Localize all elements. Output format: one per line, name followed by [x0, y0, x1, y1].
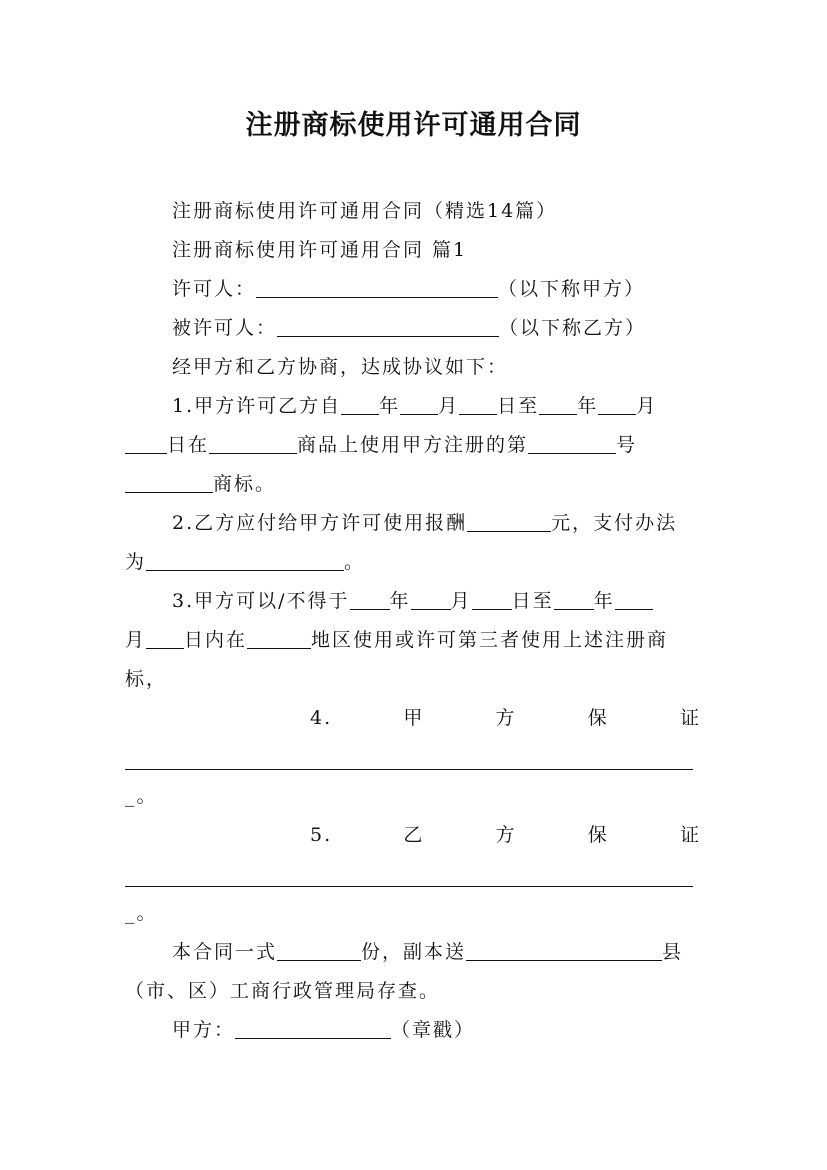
copies-line2: （市、区）工商行政管理局存查。 — [125, 980, 441, 1002]
text: 元，支付办法 — [551, 512, 678, 534]
text: 月 — [125, 629, 147, 651]
party-a-seal: （章戳） — [391, 1019, 476, 1041]
text: 年 — [593, 590, 615, 612]
text: 日至 — [497, 395, 540, 417]
clause3-prefix: 3.甲方可以/不得于 — [172, 590, 350, 612]
document-subtitle: 注册商标使用许可通用合同（精选14篇） — [172, 200, 558, 222]
blank — [615, 590, 653, 610]
blank — [146, 551, 344, 571]
blank — [467, 512, 551, 532]
clause4-line1 — [310, 706, 701, 730]
text: 保 — [587, 707, 609, 729]
clause4-blank-line — [125, 745, 693, 770]
document-title: 注册商标使用许可通用合同 — [245, 110, 582, 141]
agreement-intro: 经甲方和乙方协商，达成协议如下： — [172, 356, 509, 378]
text: 5. — [310, 824, 333, 846]
blank — [528, 434, 616, 454]
text: 4. — [310, 707, 333, 729]
text: 月 — [438, 395, 460, 417]
party-a-label: 甲方： — [172, 1019, 236, 1041]
blank — [125, 473, 213, 493]
blank — [539, 395, 577, 415]
text: 商品上使用甲方注册的第 — [297, 434, 529, 456]
clause3-line3: 标， — [125, 668, 168, 690]
party-a-line — [172, 1018, 701, 1042]
blank — [277, 941, 361, 961]
blank — [554, 590, 594, 610]
text: 甲 — [403, 707, 425, 729]
blank — [466, 941, 662, 961]
licensee-blank — [277, 317, 499, 337]
text: 证 — [679, 824, 701, 846]
text: 月 — [450, 590, 472, 612]
text: 年 — [577, 395, 599, 417]
blank — [247, 629, 311, 649]
text: 日至 — [511, 590, 554, 612]
section-heading: 注册商标使用许可通用合同 篇1 — [172, 239, 468, 261]
blank — [598, 395, 636, 415]
text: 为 — [125, 551, 147, 573]
text: 份，副本送 — [361, 941, 467, 963]
blank — [146, 629, 184, 649]
party-a-blank — [235, 1019, 391, 1039]
clause2-line2 — [125, 550, 701, 574]
clause4-spread — [310, 706, 701, 730]
clause3-line2 — [125, 628, 701, 652]
clause1-line3 — [125, 472, 701, 496]
licensor-line — [172, 277, 701, 301]
text: 。 — [344, 551, 366, 573]
text: 商标。 — [213, 473, 277, 495]
blank — [459, 395, 497, 415]
text: 县 — [662, 941, 684, 963]
blank — [209, 434, 297, 454]
text: 乙 — [403, 824, 425, 846]
blank — [411, 590, 451, 610]
licensee-line — [172, 316, 701, 340]
clause5-line1 — [310, 823, 701, 847]
blank — [350, 590, 390, 610]
text: 方 — [495, 824, 517, 846]
text: 本合同一式 — [172, 941, 278, 963]
licensor-suffix: （以下称甲方） — [498, 278, 646, 300]
blank — [400, 395, 438, 415]
blank — [472, 590, 512, 610]
blank — [125, 745, 693, 770]
text: 日在 — [167, 434, 210, 456]
text: 日内在 — [184, 629, 248, 651]
clause2-prefix: 2.乙方应付给甲方许可使用报酬 — [172, 512, 468, 534]
licensor-label: 许可人： — [172, 278, 257, 300]
blank — [125, 862, 693, 887]
text: 证 — [679, 707, 701, 729]
text: 号 — [616, 434, 638, 456]
licensee-suffix: （以下称乙方） — [499, 317, 647, 339]
text: 年 — [379, 395, 401, 417]
text: 年 — [389, 590, 411, 612]
clause5-blank-line — [125, 862, 693, 887]
text: 地区使用或许可第三者使用上述注册商 — [311, 629, 669, 651]
clause3-line1 — [172, 589, 701, 613]
clause1-line1 — [172, 394, 701, 418]
clause5-tail: _。 — [125, 902, 158, 924]
clause2-line1 — [172, 511, 701, 535]
text: 月 — [636, 395, 658, 417]
blank — [125, 434, 167, 454]
blank — [341, 395, 379, 415]
text: 保 — [587, 824, 609, 846]
copies-line1 — [172, 940, 701, 964]
clause4-tail: _。 — [125, 785, 158, 807]
clause1-prefix: 1.甲方许可乙方自 — [172, 395, 342, 417]
licensee-label: 被许可人： — [172, 317, 278, 339]
text: 方 — [495, 707, 517, 729]
clause5-spread — [310, 823, 701, 847]
clause1-line2 — [125, 433, 701, 457]
licensor-blank — [256, 278, 498, 298]
